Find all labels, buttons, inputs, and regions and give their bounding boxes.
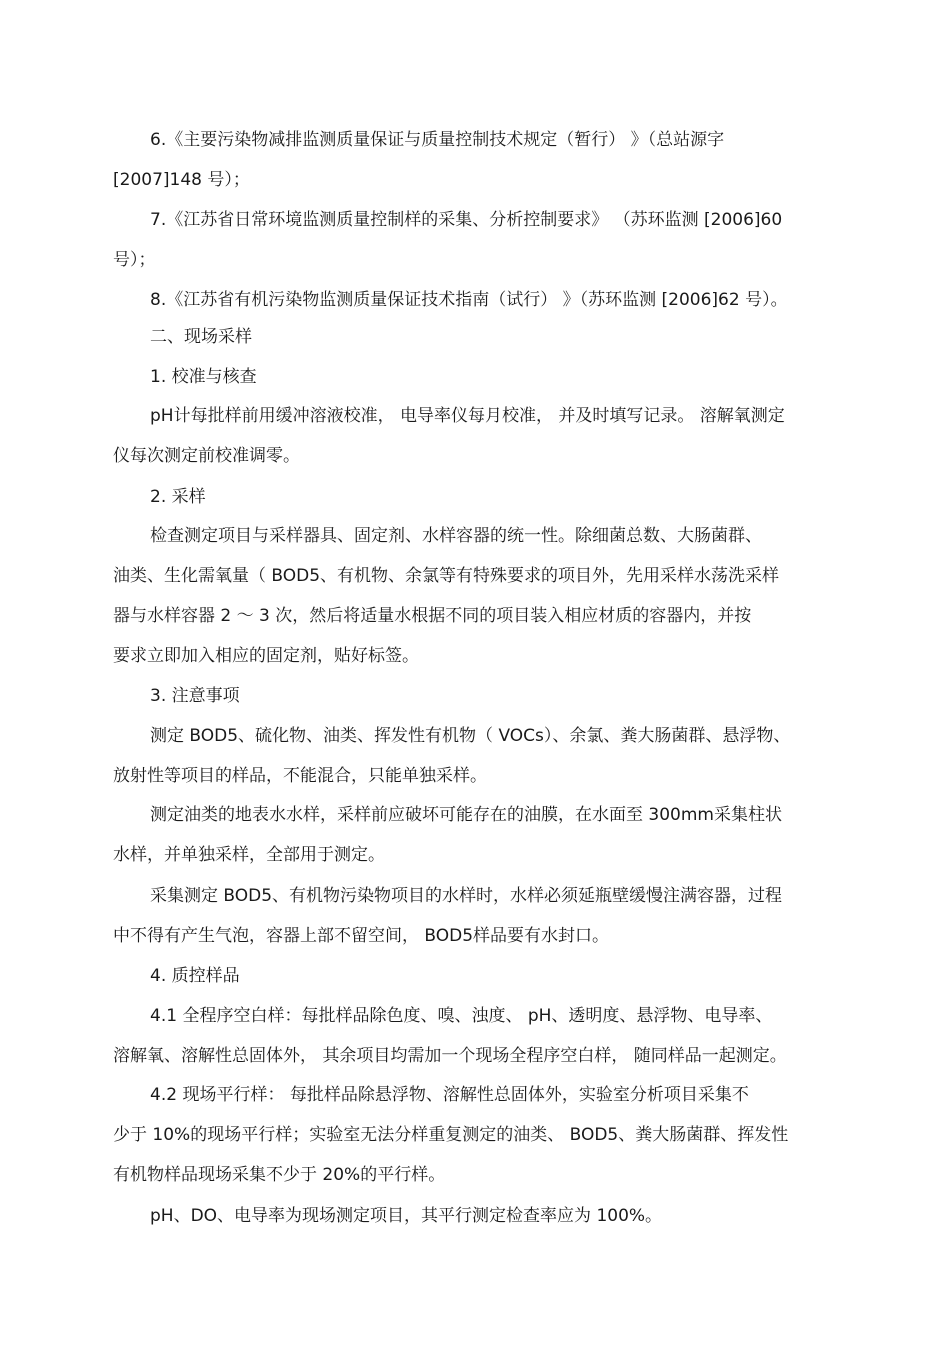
sampling-text-line-2: 油类、生化需氧量（ BOD5、有机物、余氯等有特殊要求的项目外，先用采样水荡洗采样 xyxy=(113,566,780,586)
reference-8-line-1: 8.《江苏省有机污染物监测质量保证技术指南（试行） 》（苏环监测 [2006]62 号）。 xyxy=(150,290,788,310)
notes-text-1-line-1: 测定 BOD5、硫化物、油类、挥发性有机物（ VOCs）、余氯、粪大肠菌群、悬浮物、 xyxy=(150,726,791,746)
sampling-text-line-3: 器与水样容器 2 ～ 3 次，然后将适量水根据不同的项目装入相应材质的容器内，并按 xyxy=(113,606,752,626)
subheading-calibration: 1. 校准与核查 xyxy=(150,367,257,387)
qc-blank-line-2: 溶解氧、溶解性总固体外， 其余项目均需加一个现场全程序空白样， 随同样品一起测定。 xyxy=(113,1046,787,1066)
calibration-text-line-1: pH计每批样前用缓冲溶液校准， 电导率仪每月校准， 并及时填写记录。 溶解氧测定 xyxy=(150,406,785,426)
field-measurement-note: pH、DO、电导率为现场测定项目，其平行测定检查率应为 100%。 xyxy=(150,1206,663,1226)
notes-text-2-line-2: 水样，并单独采样，全部用于测定。 xyxy=(113,845,385,865)
sampling-text-line-1: 检查测定项目与采样器具、固定剂、水样容器的统一性。除细菌总数、大肠菌群、 xyxy=(150,526,762,546)
section-heading-field-sampling: 二、现场采样 xyxy=(150,327,252,347)
subheading-qc-samples: 4. 质控样品 xyxy=(150,966,240,986)
qc-parallel-line-1: 4.2 现场平行样： 每批样品除悬浮物、溶解性总固体外，实验室分析项目采集不 xyxy=(150,1085,749,1105)
reference-6-line-2: [2007]148 号）； xyxy=(113,170,250,190)
reference-7-line-2: 号）； xyxy=(113,250,156,270)
notes-text-1-line-2: 放射性等项目的样品，不能混合，只能单独采样。 xyxy=(113,766,487,786)
calibration-text-line-2: 仪每次测定前校准调零。 xyxy=(113,446,300,466)
reference-7-line-1: 7.《江苏省日常环境监测质量控制样的采集、分析控制要求》 （苏环监测 [2006]60 xyxy=(150,210,783,230)
subheading-notes: 3. 注意事项 xyxy=(150,686,240,706)
sampling-text-line-4: 要求立即加入相应的固定剂，贴好标签。 xyxy=(113,646,419,666)
qc-parallel-line-3: 有机物样品现场采集不少于 20%的平行样。 xyxy=(113,1165,446,1185)
qc-blank-line-1: 4.1 全程序空白样：每批样品除色度、嗅、浊度、 pH、透明度、悬浮物、电导率、 xyxy=(150,1006,773,1026)
reference-6-line-1: 6.《主要污染物减排监测质量保证与质量控制技术规定（暂行） 》（总站源字 xyxy=(150,130,725,150)
notes-text-3-line-1: 采集测定 BOD5、有机物污染物项目的水样时，水样必须延瓶壁缓慢注满容器，过程 xyxy=(150,886,783,906)
qc-parallel-line-2: 少于 10%的现场平行样；实验室无法分样重复测定的油类、 BOD5、粪大肠菌群、挥发性 xyxy=(113,1125,789,1145)
notes-text-2-line-1: 测定油类的地表水水样，采样前应破坏可能存在的油膜，在水面至 300mm采集柱状 xyxy=(150,805,782,825)
subheading-sampling: 2. 采样 xyxy=(150,487,206,507)
notes-text-3-line-2: 中不得有产生气泡，容器上部不留空间， BOD5样品要有水封口。 xyxy=(113,926,610,946)
